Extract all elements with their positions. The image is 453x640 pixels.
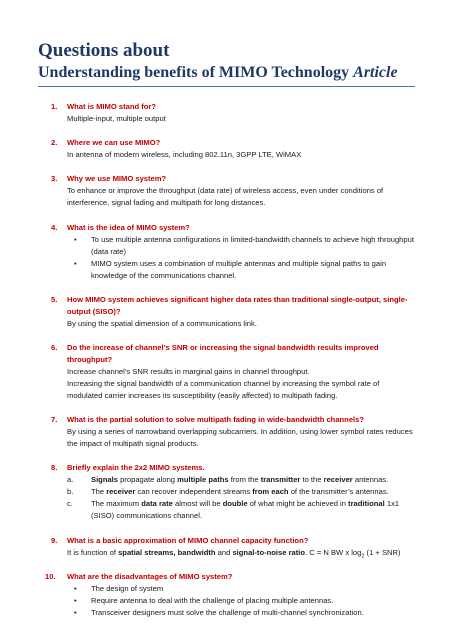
answer-text: Increase channel’s SNR results in marginal gains in channel throughput. — [67, 366, 310, 376]
text-run: and — [215, 547, 233, 557]
bullet-item — [67, 258, 415, 282]
title-underline — [38, 86, 415, 87]
question-text: Why we use MIMO system? — [67, 174, 167, 184]
question-number: 1. — [51, 102, 58, 111]
text-run: 1x1 (SISO) communications channel. — [91, 499, 400, 521]
question-text: What is the idea of MIMO system? — [67, 222, 190, 232]
bullet-list — [67, 234, 415, 282]
bold-text: signal-to-noise ratio — [232, 547, 306, 557]
bullet-text: Transceiver designers must solve the challenge of multi-channel synchronization. — [91, 607, 364, 617]
answer-text: By using the spatial dimension of a communications link. — [67, 318, 257, 328]
bullet-text: MIMO system uses a combination of multiple antennas and multiple signal paths to gain knowledge of the communications channel. — [91, 258, 387, 280]
text-run: The — [91, 487, 107, 497]
bullet-text: The design of system — [91, 583, 164, 593]
question-text: How MIMO system achieves significant higher data rates than traditional single-output, single-output (SISO)? — [67, 294, 408, 316]
lettered-list — [67, 474, 415, 522]
lettered-item — [67, 474, 415, 486]
qa-item — [51, 137, 415, 161]
answer-text: Increasing the signal bandwidth of a communication channel by increasing the symbol rate of modulated carrier increases its susceptibility (easily affected) to multipath fading. — [67, 378, 380, 400]
text-run: from the — [228, 475, 261, 485]
bullet-item — [67, 234, 415, 258]
bold-text: spatial streams, bandwidth — [118, 547, 216, 557]
question-text: What is MIMO stand for? — [67, 102, 157, 111]
item-letter: c. — [67, 499, 73, 509]
text-run: . C = N BW x log — [305, 547, 362, 557]
item-letter: b. — [67, 487, 74, 497]
text-run: It is function of — [67, 547, 119, 557]
bullet-icon: • — [74, 607, 77, 617]
lettered-item — [67, 498, 415, 522]
bold-text: multiple paths — [177, 475, 229, 485]
bullet-item — [67, 607, 415, 619]
answer-text: To enhance or improve the throughput (data rate) of wireless access, even under conditions of interference, signal fading and multipath for long distances. — [67, 186, 384, 208]
qa-item — [51, 101, 415, 125]
item-text — [91, 475, 388, 484]
bullet-text: Require antenna to deal with the challenge of placing multiple antennas. — [91, 595, 334, 605]
bold-text: traditional — [348, 499, 385, 509]
question-text: Do the increase of channel’s SNR or increasing the signal bandwidth results improved throughput? — [67, 342, 379, 364]
text-run: almost will be — [172, 499, 223, 509]
item-text — [91, 499, 399, 520]
text-run: can recover independent streams — [135, 487, 253, 497]
bullet-icon: • — [74, 595, 77, 605]
bullet-icon: • — [74, 258, 77, 268]
question-number: 2. — [51, 138, 58, 148]
bullet-text: To use multiple antenna configurations in limited-bandwidth channels to achieve high throughput (data rate) — [91, 234, 414, 256]
document-title: Questions about — [38, 40, 170, 61]
question-text: What is a basic approximation of MIMO channel capacity function? — [67, 535, 309, 545]
text-run: (1 + SNR) — [364, 547, 401, 557]
question-number: 9. — [51, 535, 58, 545]
text-run: antennas. — [352, 475, 389, 485]
question-text: What are the disadvantages of MIMO system? — [67, 571, 233, 581]
qa-item — [51, 222, 415, 282]
question-number: 4. — [51, 222, 58, 232]
bullet-item — [67, 595, 415, 607]
answer-text — [67, 547, 415, 559]
question-number: 10. — [45, 571, 56, 581]
question-number: 6. — [51, 342, 58, 352]
lettered-item — [67, 486, 415, 498]
answer-text: In antenna of modern wireless, including 802.11n, 3GPP LTE, WiMAX — [67, 150, 302, 160]
answer-text: By using a series of narrowband overlapping subcarriers. In addition, using lower symbol rates reduces the impact of multipath signal products. — [67, 427, 413, 449]
bold-text: data rate — [141, 499, 173, 509]
text-run: of the transmitter’s antennas. — [288, 487, 389, 497]
text-run: to the — [300, 475, 324, 485]
text-run: of what might be achieved in — [247, 499, 349, 509]
item-text — [91, 487, 389, 496]
question-number: 3. — [51, 174, 58, 184]
question-number: 8. — [51, 463, 58, 473]
bold-text: receiver — [323, 475, 353, 485]
bullet-list — [67, 583, 415, 619]
qa-item — [45, 571, 415, 619]
bullet-icon: • — [74, 234, 77, 244]
subtitle-text: Understanding benefits of MIMO Technology — [38, 64, 350, 81]
item-letter: a. — [67, 475, 74, 485]
qa-item — [51, 462, 415, 522]
qa-item — [51, 535, 415, 560]
qa-item — [51, 173, 415, 209]
answer-text: Multiple-input, multiple output — [67, 114, 166, 123]
qa-item — [51, 294, 415, 330]
subtitle-italic: Article — [353, 64, 398, 81]
bold-text: double — [222, 499, 248, 509]
document-subtitle — [38, 62, 415, 83]
question-list — [38, 101, 415, 619]
question-text: What is the partial solution to solve multipath fading in wide-bandwidth channels? — [67, 415, 365, 425]
question-number: 5. — [51, 294, 58, 304]
qa-item — [51, 414, 415, 450]
text-run: propagate along — [118, 475, 178, 485]
question-text: Briefly explain the 2x2 MIMO systems. — [67, 463, 205, 473]
bold-text: from each — [252, 487, 289, 497]
bullet-icon: • — [74, 583, 77, 593]
qa-item — [51, 342, 415, 402]
bold-text: transmitter — [260, 475, 301, 485]
bold-text: Signals — [91, 475, 119, 485]
question-number: 7. — [51, 415, 58, 425]
text-run: The maximum — [91, 499, 142, 509]
bullet-item — [67, 583, 415, 595]
question-text: Where we can use MIMO? — [67, 138, 161, 148]
text-run: 2 — [361, 553, 365, 560]
bold-text: receiver — [106, 487, 136, 497]
